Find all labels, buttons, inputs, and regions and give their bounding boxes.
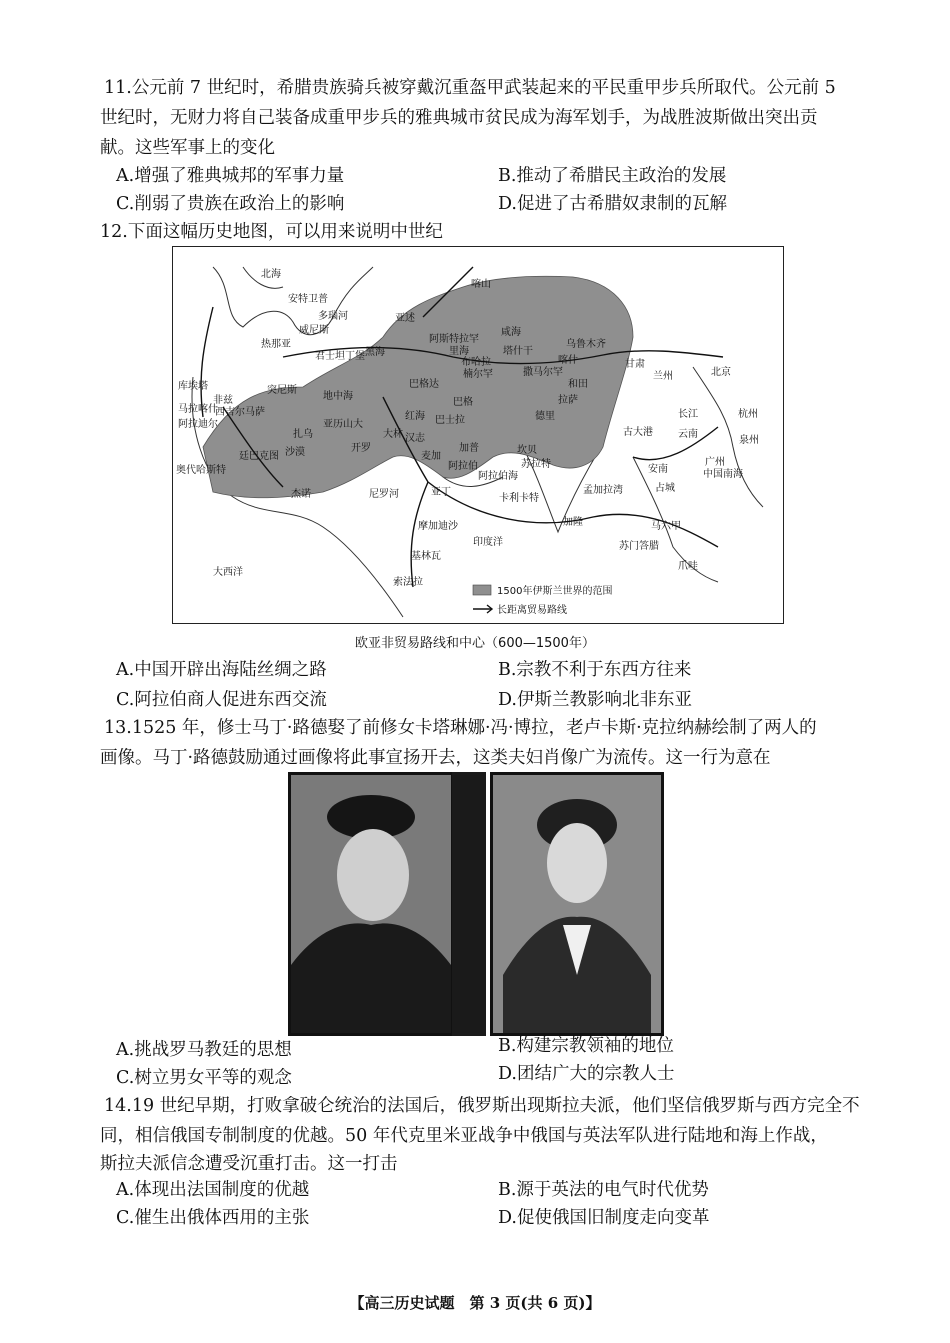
label-baigeda: 巴格达 bbox=[409, 379, 439, 390]
map-legend bbox=[473, 584, 612, 616]
label-xijier: 西吉尔马萨 bbox=[215, 407, 265, 418]
label-yasu: 亚述 bbox=[395, 313, 415, 324]
label-yunnan: 云南 bbox=[678, 429, 698, 440]
label-duonaohe: 多瑙河 bbox=[318, 311, 348, 322]
label-yadeng: 亚丁 bbox=[431, 487, 451, 498]
label-menjiala: 孟加拉湾 bbox=[583, 485, 623, 496]
label-jilin: 基林瓦 bbox=[411, 551, 441, 562]
q13-stem-line2: 画像。马丁·路德鼓励通过画像将此事宣扬开去，这类夫妇肖像广为流传。这一行为意在 bbox=[100, 748, 771, 768]
label-baisha: 巴士拉 bbox=[435, 415, 465, 426]
legend-swatch-islamic bbox=[473, 585, 491, 595]
label-bage: 巴格 bbox=[453, 397, 473, 408]
label-makalaqi: 马拉喀什 bbox=[178, 404, 218, 415]
label-delhi: 德里 bbox=[535, 411, 555, 422]
label-nanerhan: 楠尔罕 bbox=[463, 369, 493, 380]
label-wulumuqi: 乌鲁木齐 bbox=[566, 339, 606, 350]
q13-option-c: C.树立男女平等的观念 bbox=[116, 1068, 292, 1088]
label-gansu: 甘肃 bbox=[625, 359, 645, 370]
page-footer: 【高三历史试题 第 3 页(共 6 页)】 bbox=[349, 1294, 601, 1312]
label-madaojia: 马六甲 bbox=[651, 521, 681, 532]
portrait-martin-luther bbox=[288, 772, 454, 1036]
label-kaluo: 开罗 bbox=[351, 443, 371, 454]
label-lihai: 里海 bbox=[449, 346, 469, 357]
label-weihai: 咸海 bbox=[501, 327, 521, 338]
label-guziyuan: 古大港 bbox=[623, 427, 653, 438]
label-aladieer: 阿拉迪尔 bbox=[178, 419, 218, 430]
label-quanzhou: 泉州 bbox=[739, 435, 759, 446]
label-jianuo: 杰诺 bbox=[291, 489, 311, 500]
q14-option-a: A.体现出法国制度的优越 bbox=[116, 1180, 310, 1200]
q14-stem-line1: 14.19 世纪早期，打败拿破仑统治的法国后，俄罗斯出现斯拉夫派，他们坚信俄罗斯与西方完全不 bbox=[104, 1096, 860, 1116]
label-kashi: 喀山 bbox=[471, 279, 491, 290]
label-kalikata: 卡利卡特 bbox=[499, 493, 539, 504]
label-daxiyang: 大西洋 bbox=[213, 567, 243, 578]
q12-option-d: D.伊斯兰教影响北非东亚 bbox=[498, 690, 692, 710]
label-dalin: 大林 bbox=[383, 429, 403, 440]
q11-stem-line2: 世纪时，无财力将自己装备成重甲步兵的雅典城市贫民成为海军划手，为战胜波斯做出突出贡 bbox=[100, 108, 818, 128]
label-wamaerhan: 撒马尔罕 bbox=[523, 367, 563, 378]
q11-stem-line1: 11.公元前 7 世纪时，希腊贵族骑兵被穿戴沉重盔甲武装起来的平民重甲步兵所取代。公元前 5 bbox=[104, 78, 836, 98]
label-guangzhou: 广州 bbox=[705, 457, 725, 468]
q12-stem: 12.下面这幅历史地图，可以用来说明中世纪 bbox=[100, 222, 443, 242]
label-moge: 摩加迪沙 bbox=[418, 521, 458, 532]
legend-islamic-text: 1500年伊斯兰世界的范围 bbox=[497, 586, 613, 597]
q13-option-d: D.团结广大的宗教人士 bbox=[498, 1064, 675, 1084]
label-xiamen: 安南 bbox=[648, 464, 668, 475]
label-weinisi: 威尼斯 bbox=[299, 325, 329, 336]
label-astrakhan: 阿斯特拉罕 bbox=[429, 334, 479, 345]
label-jiapu: 加普 bbox=[459, 443, 479, 454]
label-dizhonghai: 地中海 bbox=[323, 391, 353, 402]
q14-option-c: C.催生出俄体西用的主张 bbox=[116, 1208, 310, 1228]
label-feizi: 非兹 bbox=[213, 395, 233, 406]
q11-option-c: C.削弱了贵族在政治上的影响 bbox=[116, 194, 345, 214]
q11-stem-line3: 献。这些军事上的变化 bbox=[100, 138, 275, 158]
q11-option-b: B.推动了希腊民主政治的发展 bbox=[498, 166, 727, 186]
label-beijing: 北京 bbox=[711, 367, 731, 378]
label-aodaihashi: 奥代哈斯特 bbox=[176, 465, 226, 476]
label-sumenda: 苏门答腊 bbox=[619, 541, 659, 552]
label-jsdbb: 君士坦丁堡 bbox=[315, 351, 365, 362]
portrait-divider bbox=[452, 772, 486, 1036]
q12-option-a: A.中国开辟出海陆丝绸之路 bbox=[116, 660, 327, 680]
label-niluohe: 尼罗河 bbox=[369, 489, 399, 500]
label-antwerp: 安特卫普 bbox=[288, 294, 328, 305]
q13-option-b: B.构建宗教领袖的地位 bbox=[498, 1036, 674, 1056]
label-hangzhou: 杭州 bbox=[738, 409, 758, 420]
label-suladan: 苏拉特 bbox=[521, 459, 551, 470]
label-zhawe: 扎乌 bbox=[293, 429, 313, 440]
map-caption: 欧亚非贸易路线和中心（600—1500年） bbox=[355, 636, 595, 651]
label-lanzhou: 兰州 bbox=[653, 371, 673, 382]
portrait-katharina-von-bora bbox=[490, 772, 664, 1036]
q14-stem-line3: 斯拉夫派信念遭受沉重打击。这一打击 bbox=[100, 1154, 398, 1174]
label-tangbugetu: 廷巴克图 bbox=[239, 451, 279, 462]
label-kashi2: 喀什 bbox=[558, 355, 578, 366]
label-bulaha: 布哈拉 bbox=[461, 357, 491, 368]
label-maijia: 麦加 bbox=[421, 451, 441, 462]
label-alabohai: 阿拉伯海 bbox=[478, 471, 518, 482]
label-yalishanda: 亚历山大 bbox=[323, 419, 363, 430]
q14-option-b: B.源于英法的电气时代优势 bbox=[498, 1180, 709, 1200]
label-jialong: 加隆 bbox=[563, 517, 583, 528]
q12-option-b: B.宗教不利于东西方往来 bbox=[498, 660, 692, 680]
q11-option-a: A.增强了雅典城邦的军事力量 bbox=[116, 166, 345, 186]
label-hongyan: 红海 bbox=[405, 411, 425, 422]
label-suofala: 索法拉 bbox=[393, 577, 423, 588]
q13-stem-line1: 13.1525 年，修士马丁·路德娶了前修女卡塔琳娜·冯·博拉，老卢卡斯·克拉纳赫绘制了两人的 bbox=[104, 718, 817, 738]
q11-option-d: D.促进了古希腊奴隶制的瓦解 bbox=[498, 194, 727, 214]
q14-stem-line2: 同，相信俄国专制制度的优越。50 年代克里米亚战争中俄国与英法军队进行陆地和海上作战， bbox=[100, 1126, 828, 1146]
label-hanzhi: 汉志 bbox=[405, 433, 425, 444]
label-zhongguonanhai: 中国南海 bbox=[703, 469, 743, 480]
trade-route-map bbox=[172, 246, 784, 624]
label-heihai: 黑海 bbox=[365, 347, 385, 358]
legend-route-text: 长距离贸易路线 bbox=[497, 605, 567, 616]
label-shagan: 沙漠 bbox=[285, 447, 305, 458]
label-zhuawa: 爪哇 bbox=[678, 561, 698, 572]
label-yindu: 印度洋 bbox=[473, 537, 503, 548]
q14-option-d: D.促使俄国旧制度走向变革 bbox=[498, 1208, 710, 1228]
q13-option-a: A.挑战罗马教廷的思想 bbox=[116, 1040, 292, 1060]
label-kuyita: 库埃塔 bbox=[178, 381, 208, 392]
label-renaya: 热那亚 bbox=[261, 339, 291, 350]
q12-option-c: C.阿拉伯商人促进东西交流 bbox=[116, 690, 327, 710]
map-svg bbox=[173, 247, 783, 623]
label-aolaxiang: 阿拉伯 bbox=[448, 461, 478, 472]
label-tunisi: 突尼斯 bbox=[267, 385, 297, 396]
label-kanbei: 坎贝 bbox=[517, 445, 537, 456]
label-zhacheng: 占城 bbox=[655, 483, 675, 494]
trade-route-east-africa bbox=[411, 482, 428, 587]
label-beihai: 北海 bbox=[261, 269, 281, 280]
trade-route-atlantic bbox=[201, 307, 213, 417]
label-lasa: 拉萨 bbox=[558, 395, 578, 406]
label-tashigan: 塔什干 bbox=[503, 346, 533, 357]
label-hetian: 和田 bbox=[568, 379, 588, 390]
label-changjiang: 长江 bbox=[678, 409, 698, 420]
